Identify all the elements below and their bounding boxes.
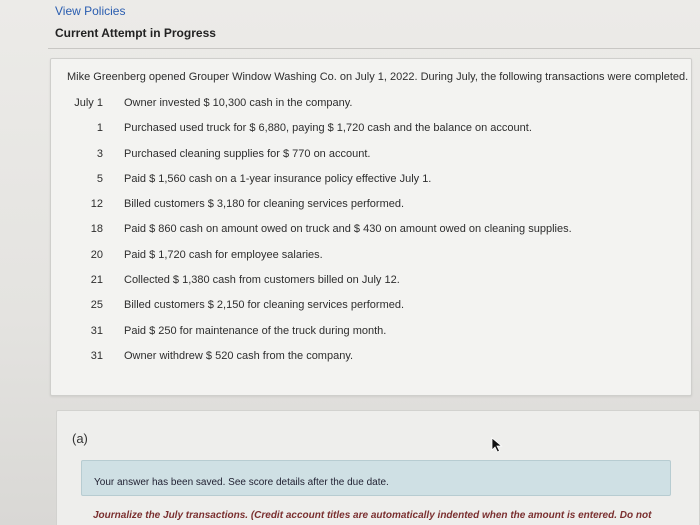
transaction-description: Collected $ 1,380 cash from customers billed on July 12. — [124, 274, 400, 287]
transaction-description: Paid $ 1,560 cash on a 1-year insurance policy effective July 1. — [124, 172, 432, 185]
attempt-status: Current Attempt in Progress — [55, 26, 216, 40]
transaction-description: Billed customers $ 3,180 for cleaning services performed. — [124, 198, 405, 211]
part-label: (a) — [72, 431, 88, 446]
transaction-date: 31 — [90, 349, 103, 362]
transaction-row — [61, 350, 661, 375]
transaction-description: Owner withdrew $ 520 cash from the company. — [124, 349, 354, 362]
transaction-description: Purchased cleaning supplies for $ 770 on account. — [124, 147, 371, 160]
question-intro: Mike Greenberg opened Grouper Window Washing Co. on July 1, 2022. During July, the following transactions were completed. — [67, 71, 689, 83]
transaction-description: Owner invested $ 10,300 cash in the company. — [124, 97, 353, 109]
journal-instructions: Journalize the July transactions. (Credit account titles are automatically indented when the amount is entered. Do not — [93, 510, 652, 521]
part-a-panel — [56, 410, 700, 525]
transaction-date: 31 — [90, 324, 103, 337]
header — [55, 4, 216, 40]
mouse-pointer-icon — [491, 437, 503, 453]
divider — [48, 48, 700, 49]
transaction-row — [61, 325, 661, 350]
transaction-date: 12 — [90, 198, 103, 211]
transaction-row — [61, 122, 661, 147]
transaction-row — [61, 198, 661, 223]
transaction-date: 18 — [90, 223, 103, 236]
saved-message: Your answer has been saved. See score details after the due date. — [94, 477, 389, 488]
transaction-row — [61, 97, 661, 122]
transaction-list — [61, 97, 661, 375]
transaction-description: Purchased used truck for $ 6,880, paying $ 1,720 cash and the balance on account. — [124, 122, 532, 135]
transaction-date: 5 — [96, 172, 103, 185]
transaction-date: 21 — [90, 274, 103, 287]
transaction-row — [61, 299, 661, 324]
transaction-date: July 1 — [74, 97, 103, 109]
saved-notice — [81, 460, 671, 496]
transaction-row — [61, 173, 661, 198]
transaction-description: Billed customers $ 2,150 for cleaning services performed. — [124, 299, 405, 312]
question-panel — [50, 58, 692, 396]
transaction-row — [61, 249, 661, 274]
transaction-row — [61, 223, 661, 248]
transaction-row — [61, 274, 661, 299]
transaction-description: Paid $ 250 for maintenance of the truck during month. — [124, 324, 387, 337]
transaction-date: 3 — [96, 147, 103, 160]
transaction-row — [61, 148, 661, 173]
view-policies-link[interactable]: View Policies — [55, 4, 126, 18]
transaction-date: 25 — [90, 299, 103, 312]
transaction-date: 1 — [96, 122, 103, 135]
transaction-description: Paid $ 860 cash on amount owed on truck and $ 430 on amount owed on cleaning supplies. — [124, 223, 572, 236]
transaction-description: Paid $ 1,720 cash for employee salaries. — [124, 248, 323, 261]
transaction-date: 20 — [90, 248, 103, 261]
